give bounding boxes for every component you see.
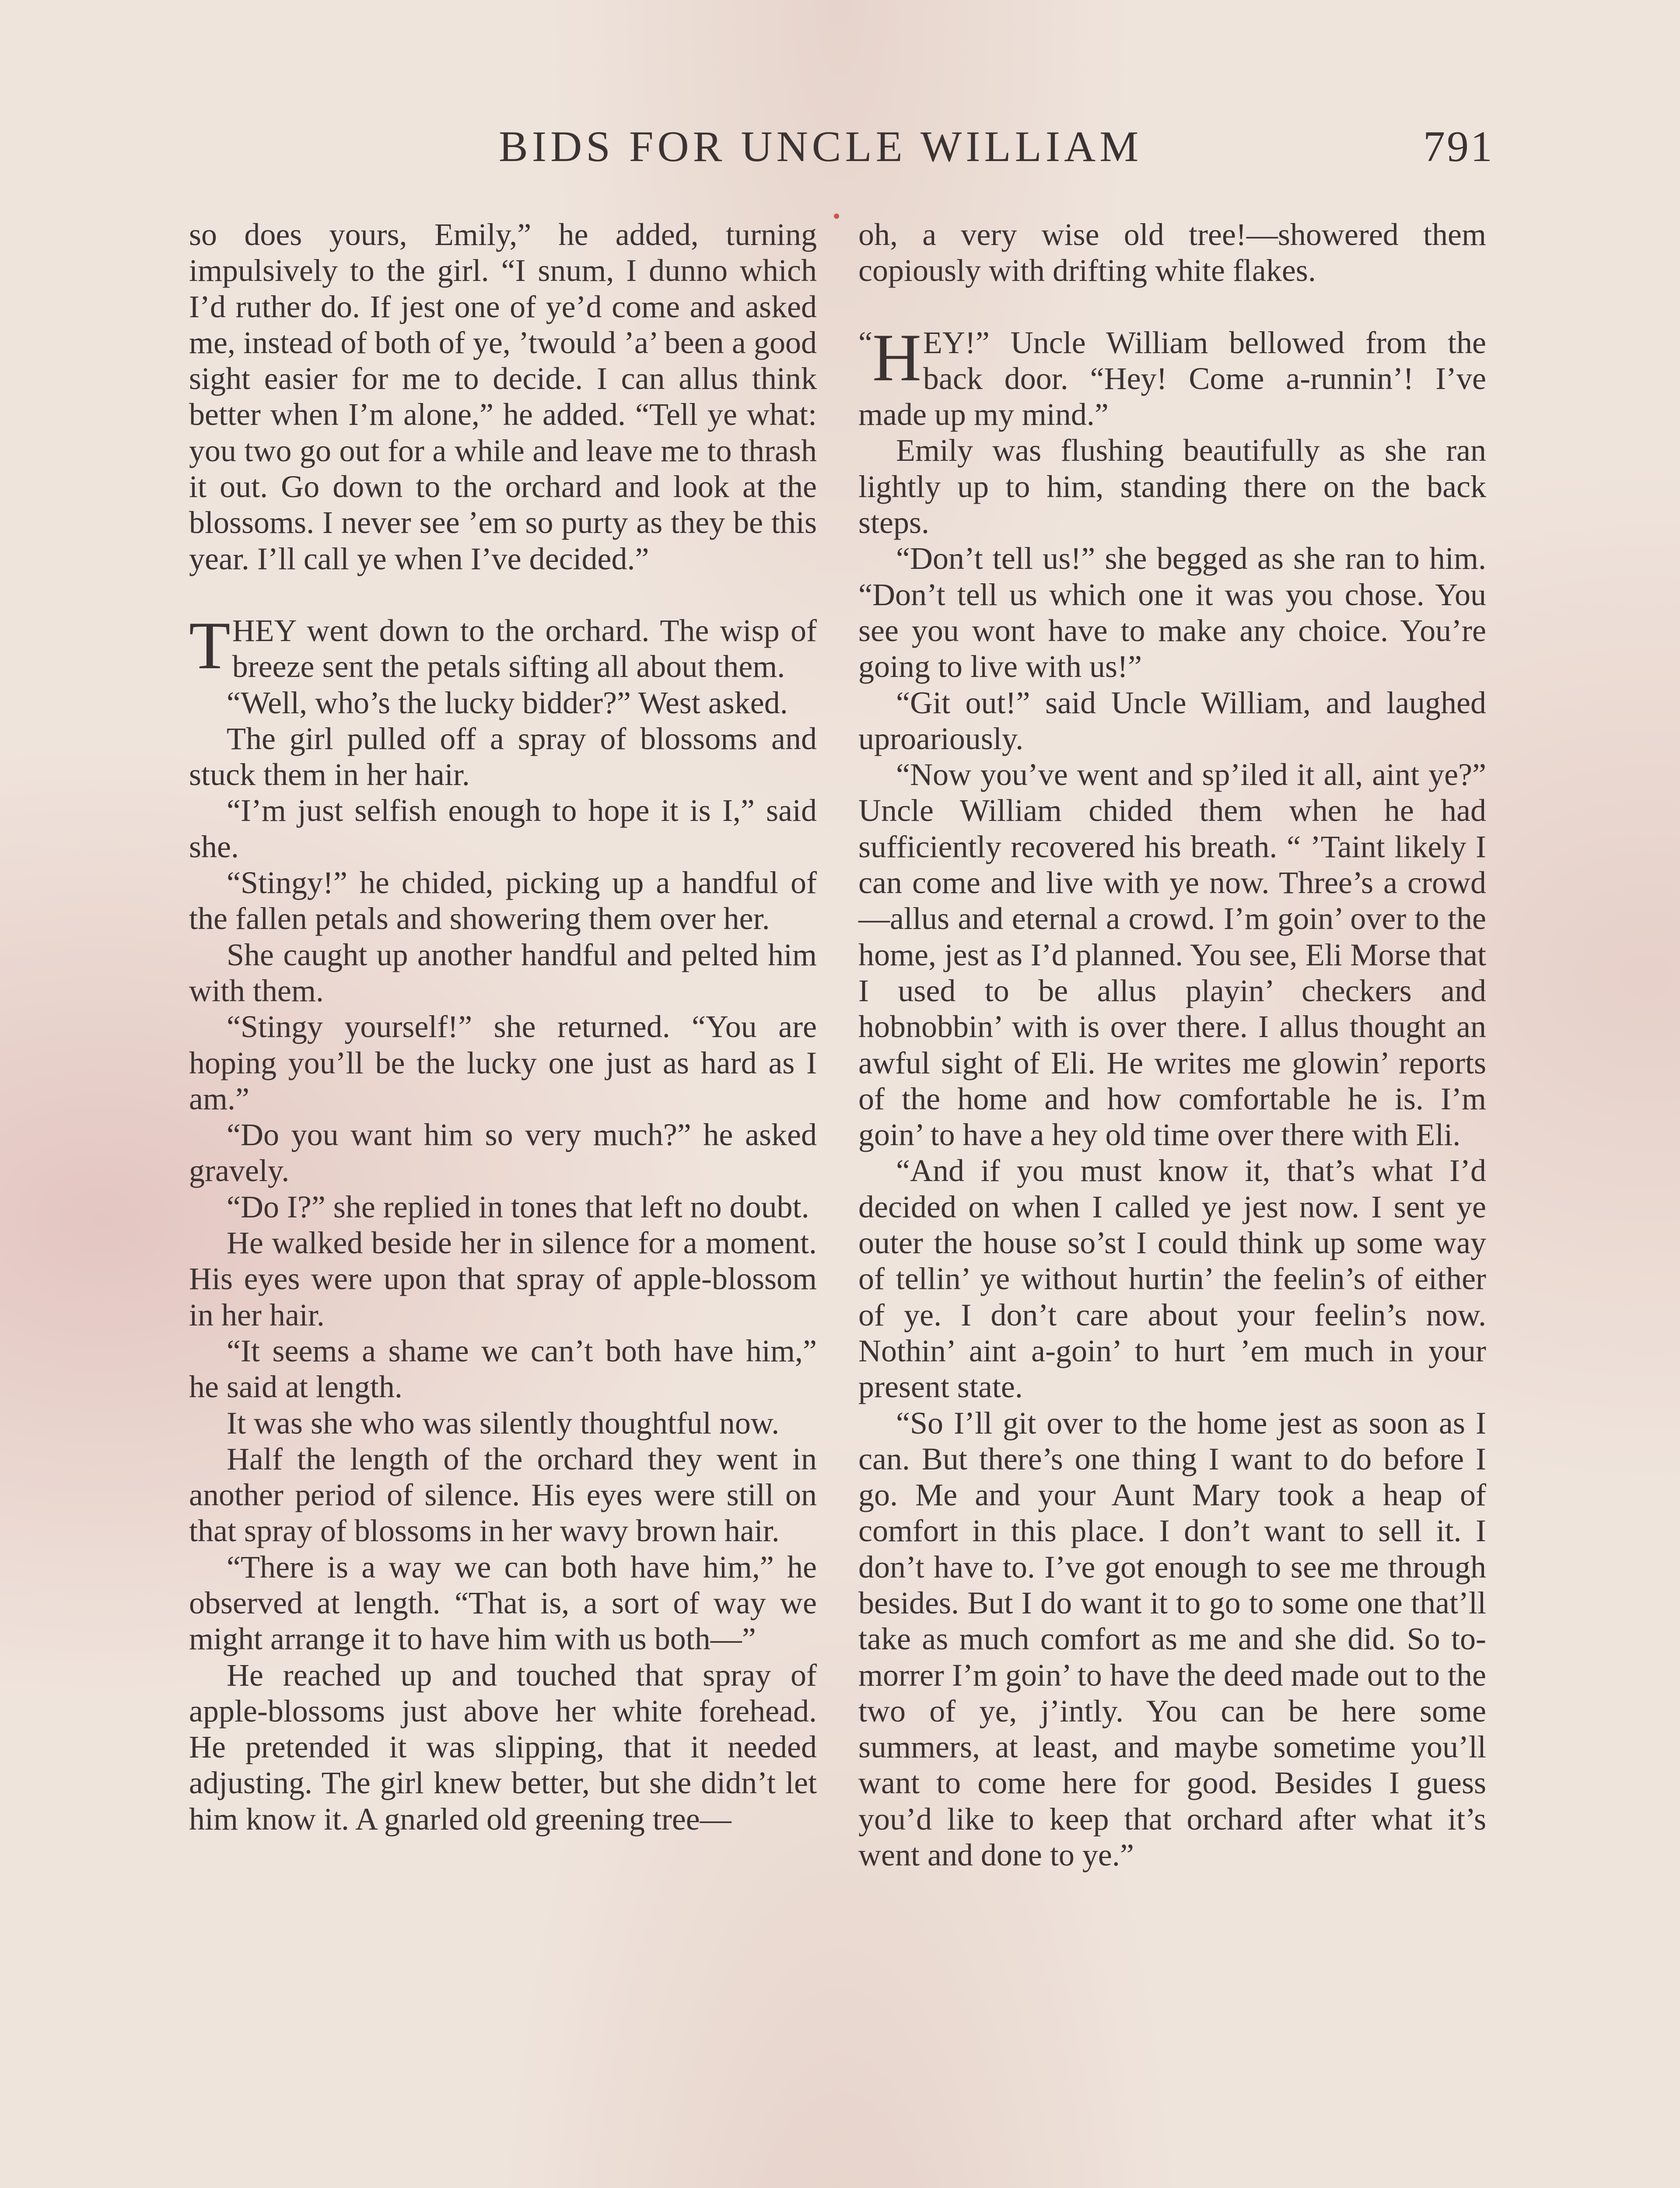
running-title: BIDS FOR UNCLE WILLIAM bbox=[499, 122, 1143, 171]
paragraph: “Now you’ve went and sp’iled it all, aint ye?” Uncle William chided them when he had sufficiently recovered his breath. “ ’Taint likely I can come and live with ye now. Three’s a crowd—allus and eternal a crowd. I’m goin’ over to the home, jest as I’d planned. You see, Eli Morse that I used to be allus playin’ checkers and hobnobbin’ with is over there. I allus thought an awful sight of Eli. He writes me glowin’ reports of the home and how comfortable he is. I’m goin’ to have a hey old time over there with Eli. bbox=[858, 757, 1486, 1153]
section-start-paragraph bbox=[858, 319, 1486, 433]
paragraph: It was she who was silently thoughtful now. bbox=[227, 1405, 780, 1441]
paragraph-text: EY!” Uncle William bellowed from the back door. “Hey! Come a-runnin’! I’ve made up my mind.” bbox=[858, 325, 1486, 432]
paragraph: The girl pulled off a spray of blossoms and stuck them in her hair. bbox=[189, 721, 817, 792]
paragraph: He reached up and touched that spray of apple-blossoms just above her white forehead. He pretended it was slipping, that it needed adjusting. The girl knew better, but she didn’t let him know it. A gnarled old greening tree— bbox=[189, 1657, 817, 1837]
paragraph: “It seems a shame we can’t both have him,” he said at length. bbox=[189, 1333, 817, 1405]
paragraph: “Do you want him so very much?” he asked gravely. bbox=[189, 1117, 817, 1189]
paragraph: “There is a way we can both have him,” he observed at length. “That is, a sort of way we might arrange it to have him with us both—” bbox=[189, 1549, 817, 1657]
paragraph: “So I’ll git over to the home jest as soon as I can. But there’s one thing I want to do before I go. Me and your Aunt Mary took a heap of comfort in this place. I don’t want to sell it. I don’t have to. I’ve got enough to see me through besides. But I do want it to go to some one that’ll take as much comfort as me and she did. So to-morrer I’m goin’ to have the deed made out to the two of ye, j’intly. You can be here some summers, at least, and maybe sometime you’ll want to come here for good. Besides I guess you’d like to keep that orchard after what it’s went and done to ye.” bbox=[858, 1405, 1486, 1873]
page-number: 791 bbox=[1423, 122, 1494, 171]
paragraph-text: HEY went down to the orchard. The wisp of breeze sent the petals sifting all about them. bbox=[232, 613, 817, 684]
paragraph: “Do I?” she replied in tones that left no doubt. bbox=[227, 1189, 809, 1224]
opening-quote: “ bbox=[858, 325, 872, 360]
paragraph: “Stingy!” he chided, picking up a handful of the fallen petals and showering them over her. bbox=[189, 865, 817, 936]
paragraph: Emily was flushing beautifully as she ran lightly up to him, standing there on the back steps. bbox=[858, 433, 1486, 540]
paragraph: Half the length of the orchard they went in another period of silence. His eyes were still on that spray of blossoms in her wavy brown hair. bbox=[189, 1441, 817, 1549]
paragraph: She caught up another handful and pelted him with them. bbox=[189, 937, 817, 1008]
paragraph: “Don’t tell us!” she begged as she ran to him. “Don’t tell us which one it was you chose. You see you wont have to make any choice. You’re going to live with us!” bbox=[858, 541, 1486, 684]
ink-speck bbox=[834, 214, 839, 219]
paragraph: “I’m just selfish enough to hope it is I,” said she. bbox=[189, 793, 817, 864]
paragraph: so does yours, Emily,” he added, turning impulsively to the girl. “I snum, I dunno which I’d ruther do. If jest one of ye’d come and asked me, instead of both of ye, ’twould ’a’ been a good sight easier for me to decide. I can allus think better when I’m alone,” he added. “Tell ye what: you two go out for a while and leave me to thrash it out. Go down to the orchard and look at the blossoms. I never see ’em so purty as they be this year. I’ll call ye when I’ve decided.” bbox=[189, 217, 817, 576]
paragraph: “And if you must know it, that’s what I’d decided on when I called ye jest now. I sent ye outer the house so’st I could think up some way of tellin’ ye without hurtin’ the feelin’s of either of ye. I don’t care about your feelin’s now. Nothin’ aint a-goin’ to hurt ’em much in your present state. bbox=[858, 1153, 1486, 1405]
paragraph: “Well, who’s the lucky bidder?” West asked. bbox=[227, 685, 788, 720]
paragraph: “Stingy yourself!” she returned. “You are hoping you’ll be the lucky one just as hard as I am.” bbox=[189, 1009, 817, 1116]
page-header bbox=[188, 118, 1494, 175]
paragraph: oh, a very wise old tree!—showered them copiously with drifting white flakes. bbox=[858, 217, 1486, 288]
paragraph: “Git out!” said Uncle William, and laughed uproariously. bbox=[858, 685, 1486, 756]
section-start-paragraph bbox=[189, 607, 817, 685]
right-column bbox=[858, 217, 1486, 1873]
drop-cap: H bbox=[872, 319, 921, 395]
left-column bbox=[189, 217, 817, 1837]
drop-cap: T bbox=[189, 607, 231, 683]
paragraph: He walked beside her in silence for a moment. His eyes were upon that spray of apple-blossom in her hair. bbox=[189, 1225, 817, 1332]
